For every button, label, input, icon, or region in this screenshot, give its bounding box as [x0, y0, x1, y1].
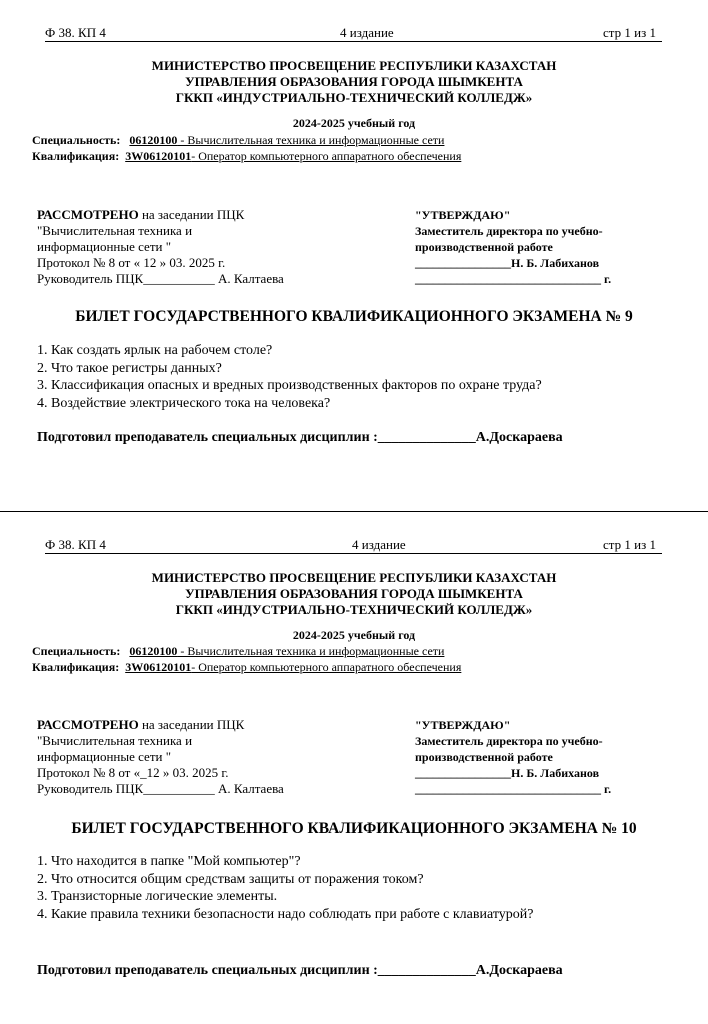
ministry-line-1: МИНИСТЕРСТВО ПРОСВЕЩЕНИЕ РЕСПУБЛИКИ КАЗАХСТАН [151, 58, 557, 73]
approved-line: "УТВЕРЖДАЮ" [415, 208, 511, 222]
specialty-line [32, 643, 444, 659]
ministry-line-1: МИНИСТЕРСТВО ПРОСВЕЩЕНИЕ РЕСПУБЛИКИ КАЗАХСТАН [151, 570, 557, 585]
qualification-line [32, 148, 461, 164]
page-number: стр 1 из 1 [603, 25, 656, 40]
header-underline [45, 41, 662, 42]
approved-line: _______________________________ г. [415, 782, 612, 796]
qualification-name: - Оператор компьютерного аппаратного обеспечения [191, 149, 462, 163]
specialty-line [32, 132, 444, 148]
question-item: 2. Что относится общим средствам защиты от поражения током? [37, 871, 424, 887]
reviewed-line: информационные сети " [37, 239, 172, 254]
question-item: 1. Как создать ярлык на рабочем столе? [37, 343, 273, 358]
ministry-line-3: ГККП «ИНДУСТРИАЛЬНО-ТЕХНИЧЕСКИЙ КОЛЛЕДЖ» [175, 90, 533, 105]
question-list [37, 853, 533, 923]
question-list [37, 342, 542, 412]
specialty-code: 06120100 [129, 644, 178, 658]
question-item: 3. Транзисторные логические элементы. [37, 889, 278, 905]
ticket-title: БИЛЕТ ГОСУДАРСТВЕННОГО КВАЛИФИКАЦИОННОГО ЭКЗАМЕНА № 10 [71, 820, 637, 837]
approved-line: _______________________________ г. [415, 272, 612, 286]
reviewed-title: РАССМОТРЕНО [37, 717, 139, 732]
approved-line: Заместитель директора по учебно- [415, 224, 603, 238]
ministry-line-2: УПРАВЛЕНИЯ ОБРАЗОВАНИЯ ГОРОДА ШЫМКЕНТА [185, 74, 523, 89]
approved-line: Заместитель директора по учебно- [415, 734, 603, 748]
question-item: 2. Что такое регистры данных? [37, 360, 222, 376]
approved-line: производственной работе [415, 750, 553, 764]
edition: 4 издание [352, 537, 406, 552]
approved-line: ________________Н. Б. Лабиханов [415, 256, 600, 270]
ministry-line-2: УПРАВЛЕНИЯ ОБРАЗОВАНИЯ ГОРОДА ШЫМКЕНТА [185, 586, 523, 601]
reviewed-title-rest: на заседании ПЦК [138, 717, 245, 732]
reviewed-block [37, 207, 284, 287]
ticket-title: БИЛЕТ ГОСУДАРСТВЕННОГО КВАЛИФИКАЦИОННОГО ЭКЗАМЕНА № 9 [75, 308, 633, 325]
qualification-code: 3W06120101 [125, 149, 192, 163]
reviewed-line: информационные сети " [37, 749, 172, 764]
form-code: Ф 38. КП 4 [45, 25, 106, 40]
form-code: Ф 38. КП 4 [45, 537, 106, 552]
specialty-label: Специальность: [32, 133, 121, 147]
reviewed-line: "Вычислительная техника и [37, 223, 193, 238]
qualification-name: - Оператор компьютерного аппаратного обеспечения [191, 660, 462, 674]
qualification-label: Квалификация: [32, 149, 120, 163]
reviewed-line: Руководитель ПЦК___________ А. Калтаева [37, 271, 284, 286]
qualification-label: Квалификация: [32, 660, 120, 674]
reviewed-line: Руководитель ПЦК___________ А. Калтаева [37, 781, 284, 796]
approved-line: производственной работе [415, 240, 553, 254]
approved-block [415, 207, 611, 287]
question-item: 4. Какие правила техники безопасности надо соблюдать при работе с клавиатурой? [37, 906, 534, 922]
prepared-by: Подготовил преподаватель специальных дисциплин :______________А.Доскараева [37, 963, 563, 978]
question-item: 1. Что находится в папке "Мой компьютер"? [37, 854, 301, 869]
approved-line: ________________Н. Б. Лабиханов [415, 766, 600, 780]
page-number: стр 1 из 1 [603, 537, 656, 552]
reviewed-title-rest: на заседании ПЦК [138, 207, 245, 222]
question-item: 3. Классификация опасных и вредных производственных факторов по охране труда? [37, 378, 542, 394]
header-underline [45, 553, 662, 554]
academic-year: 2024-2025 учебный год [292, 628, 416, 642]
reviewed-block [37, 717, 284, 797]
ministry-line-3: ГККП «ИНДУСТРИАЛЬНО-ТЕХНИЧЕСКИЙ КОЛЛЕДЖ» [175, 602, 533, 617]
specialty-code: 06120100 [129, 133, 178, 147]
edition: 4 издание [340, 25, 394, 40]
reviewed-title: РАССМОТРЕНО [37, 207, 139, 222]
specialty-label: Специальность: [32, 644, 121, 658]
approved-line: "УТВЕРЖДАЮ" [415, 718, 511, 732]
specialty-name: - Вычислительная техника и информационные сети [177, 644, 445, 658]
reviewed-line: Протокол № 8 от «_12 » 03. 2025 г. [37, 765, 229, 780]
prepared-by: Подготовил преподаватель специальных дисциплин :______________А.Доскараева [37, 430, 563, 445]
question-item: 4. Воздействие электрического тока на человека? [37, 395, 331, 411]
reviewed-line: "Вычислительная техника и [37, 733, 193, 748]
reviewed-line: Протокол № 8 от « 12 » 03. 2025 г. [37, 255, 226, 270]
qualification-code: 3W06120101 [125, 660, 192, 674]
ticket-divider [0, 511, 708, 512]
qualification-line [32, 659, 461, 675]
academic-year: 2024-2025 учебный год [292, 116, 416, 130]
specialty-name: - Вычислительная техника и информационные сети [177, 133, 445, 147]
approved-block [415, 717, 611, 797]
